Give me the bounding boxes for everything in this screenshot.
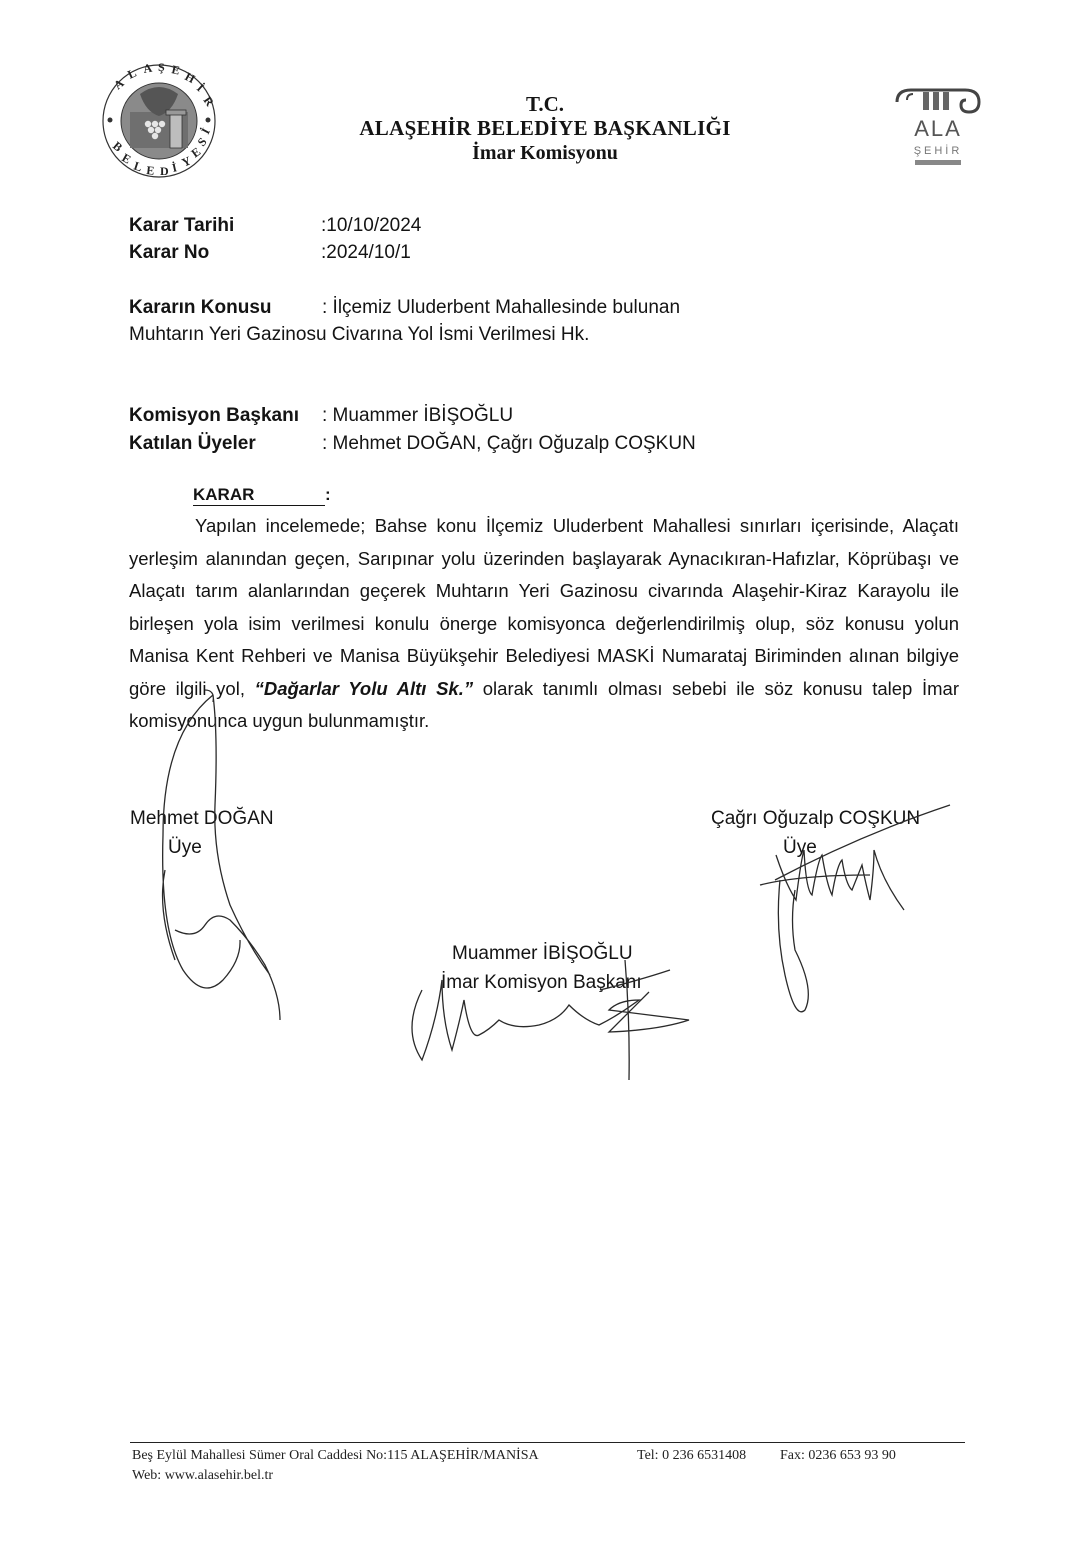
commission-chair-value: : Muammer İBİŞOĞLU (322, 405, 514, 426)
ala-sehir-logo (893, 86, 983, 172)
right-signer-name: Çağrı Oğuzalp COŞKUN (711, 808, 921, 829)
footer-fax: Fax: 0236 653 93 90 (780, 1448, 896, 1463)
svg-text:E: E (145, 163, 156, 178)
logo-ala-text: ALA (914, 116, 962, 141)
footer-address: Beş Eylül Mahallesi Sümer Oral Caddesi No:115 ALAŞEHİR/MANİSA (132, 1448, 539, 1463)
left-signer-name: Mehmet DOĞAN (130, 808, 274, 829)
svg-text:A: A (142, 62, 154, 76)
decision-heading (193, 485, 331, 506)
signature-mehmet-dogan (145, 690, 305, 1020)
svg-text:L: L (132, 158, 145, 175)
footer-divider (130, 1442, 965, 1443)
svg-text:A: A (110, 75, 127, 93)
svg-text:L: L (125, 65, 139, 82)
participants-value: : Mehmet DOĞAN, Çağrı Oğuzalp COŞKUN (322, 433, 696, 454)
signature-cagri-oguzalp-coskun (750, 800, 960, 1030)
decision-text-after: olarak tanımlı olması sebebi ile söz konusu talep İmar komisyonunca uygun bulunmamıştır. (129, 677, 959, 731)
header-department: İmar Komisyonu (472, 142, 618, 164)
karar-tarihi-label: Karar Tarihi (129, 215, 235, 236)
right-signer-role: Üye (783, 837, 817, 858)
participants-label: Katılan Üyeler (129, 433, 256, 454)
decision-heading-text: KARAR (193, 485, 325, 506)
svg-text:Y: Y (179, 153, 194, 170)
svg-text:H: H (182, 69, 198, 87)
header-institution: ALAŞEHİR BELEDİYE BAŞKANLIĞI (359, 116, 731, 140)
karar-tarihi-value: :10/10/2024 (321, 215, 422, 236)
decision-text-before: Yapılan incelemede; Bahse konu İlçemiz Uluderbent Mahallesi sınırları içerisinde, Alaçatı yerleşim alanından geçen, Sarıpınar yolu üzerinden başlayarak Aynacıkıran-Hafızlar, Köprübaşı ve Alaçatı tarım alanlarından geçerek Muhtarın Yeri Gazinosu civarında Alaşehir-Kiraz Karayolu ile birleşen yola isim verilmesi konulu önerge komisyonca değerlendirilmiş olup, söz konusu yolun Manisa Kent Rehberi ve Manisa Büyükşehir Belediyesi MASKİ Numarataj Biriminden alınan bilgiye göre ilgili yol, (129, 515, 959, 699)
subject-value-line1: : İlçemiz Uluderbent Mahallesinde bulunan (322, 297, 681, 318)
karar-no-value: :2024/10/1 (321, 242, 411, 263)
header-tc: T.C. (525, 92, 565, 116)
street-name-emphasis: “Dağarlar Yolu Altı Sk.” (254, 677, 474, 699)
svg-text:E: E (170, 62, 182, 78)
center-signer-name: Muammer İBİŞOĞLU (452, 943, 633, 964)
footer-web: Web: www.alasehir.bel.tr (132, 1468, 274, 1483)
svg-text:D: D (160, 164, 169, 178)
logo-sehir-text: ŞEHİR (913, 145, 963, 157)
svg-text:B: B (110, 138, 126, 155)
commission-chair-label: Komisyon Başkanı (129, 405, 299, 426)
subject-value-line2: Muhtarın Yeri Gazinosu Civarına Yol İsmi Verilmesi Hk. (129, 324, 590, 345)
subject-label: Kararın Konusu (129, 297, 272, 318)
svg-text:E: E (119, 150, 134, 167)
svg-text:R: R (200, 93, 217, 109)
svg-text:Ş: Ş (158, 62, 165, 74)
signature-muammer-ibisoglu (400, 960, 710, 1085)
municipality-seal-logo (100, 62, 218, 180)
svg-text:İ: İ (198, 125, 213, 137)
svg-text:S: S (194, 134, 210, 149)
center-signer-role: İmar Komisyon Başkanı (441, 972, 642, 993)
svg-text:İ: İ (170, 160, 179, 175)
svg-text:İ: İ (193, 80, 207, 95)
left-signer-role: Üye (168, 837, 202, 858)
footer-tel: Tel: 0 236 6531408 (637, 1448, 747, 1463)
svg-text:E: E (188, 144, 204, 161)
decision-heading-colon: : (325, 485, 331, 504)
karar-no-label: Karar No (129, 242, 210, 263)
